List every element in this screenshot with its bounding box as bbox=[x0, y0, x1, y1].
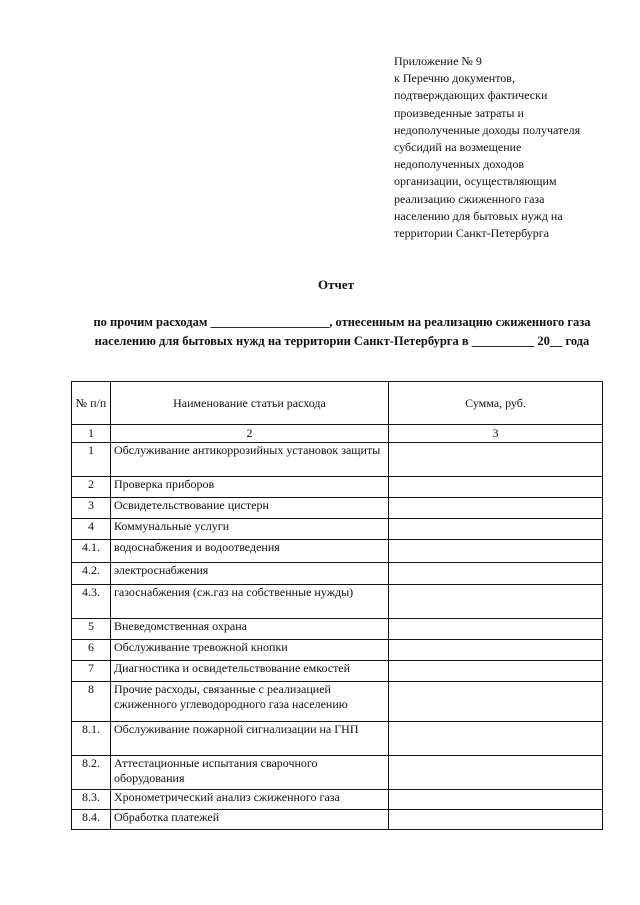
row-sum bbox=[389, 477, 603, 498]
row-name: водоснабжения и водоотведения bbox=[111, 540, 389, 563]
row-sum bbox=[389, 756, 603, 790]
appendix-line: населению для бытовых нужд на bbox=[394, 208, 563, 223]
row-number: 4 bbox=[72, 519, 111, 540]
row-name: Коммунальные услуги bbox=[111, 519, 389, 540]
expense-table bbox=[71, 381, 603, 830]
appendix-line: к Перечню документов, bbox=[394, 71, 515, 86]
row-name: Прочие расходы, связанные с реализацией сжиженного углеводородного газа населению bbox=[111, 682, 389, 722]
table-row bbox=[72, 790, 603, 810]
table-row bbox=[72, 519, 603, 540]
appendix-line: недополученных доходов bbox=[394, 157, 524, 172]
row-number: 6 bbox=[72, 640, 111, 661]
subtitle-line-2: населению для бытовых нужд на территории Санкт-Петербурга в __________ 20__ года bbox=[94, 334, 590, 348]
table-row bbox=[72, 540, 603, 563]
subtitle-line-1: по прочим расходам ___________________, отнесенным на реализацию сжиженного газа bbox=[93, 315, 591, 329]
row-sum bbox=[389, 640, 603, 661]
header-number: № п/п bbox=[72, 382, 111, 425]
row-sum bbox=[389, 563, 603, 585]
row-sum bbox=[389, 722, 603, 756]
row-name: Хронометрический анализ сжиженного газа bbox=[111, 790, 389, 810]
row-name: Диагностика и освидетельствование емкостей bbox=[111, 661, 389, 682]
header-sum: Сумма, руб. bbox=[389, 382, 603, 425]
row-sum bbox=[389, 790, 603, 810]
row-number: 8.1. bbox=[72, 722, 111, 756]
table-header-row bbox=[72, 382, 603, 425]
row-number: 4.2. bbox=[72, 563, 111, 585]
row-number: 5 bbox=[72, 619, 111, 640]
row-sum bbox=[389, 619, 603, 640]
appendix-line: Приложение № 9 bbox=[394, 54, 482, 68]
row-sum bbox=[389, 540, 603, 563]
table-row bbox=[72, 498, 603, 519]
appendix-line: территории Санкт-Петербурга bbox=[394, 226, 550, 241]
row-number: 8 bbox=[72, 682, 111, 722]
row-name: Освидетельствование цистерн bbox=[111, 498, 389, 519]
table-row bbox=[72, 722, 603, 756]
row-sum bbox=[389, 519, 603, 540]
row-number: 8.2. bbox=[72, 756, 111, 790]
appendix-line: произведенные затраты и bbox=[394, 105, 524, 120]
document-subtitle bbox=[62, 313, 622, 351]
appendix-line: реализацию сжиженного газа bbox=[394, 191, 545, 206]
table-row bbox=[72, 756, 603, 790]
row-number: 4.1. bbox=[72, 540, 111, 563]
row-number: 7 bbox=[72, 661, 111, 682]
row-number: 3 bbox=[72, 498, 111, 519]
appendix-line: организации, осуществляющим bbox=[394, 174, 557, 189]
row-name: Проверка приборов bbox=[111, 477, 389, 498]
row-name: Вневедомственная охрана bbox=[111, 619, 389, 640]
appendix-line: подтверждающих фактически bbox=[394, 88, 548, 103]
table-row bbox=[72, 585, 603, 619]
table-row bbox=[72, 682, 603, 722]
index-cell: 1 bbox=[72, 425, 111, 443]
table-row bbox=[72, 443, 603, 477]
row-sum bbox=[389, 810, 603, 830]
header-name: Наименование статьи расхода bbox=[111, 382, 389, 425]
row-name: Обслуживание антикоррозийных установок защиты bbox=[111, 443, 389, 477]
table-row bbox=[72, 661, 603, 682]
index-cell: 2 bbox=[111, 425, 389, 443]
row-number: 1 bbox=[72, 443, 111, 477]
row-name: Обслуживание пожарной сигнализации на ГНП bbox=[111, 722, 389, 756]
row-name: Аттестационные испытания сварочного оборудования bbox=[111, 756, 389, 790]
row-sum bbox=[389, 661, 603, 682]
row-name: Обслуживание тревожной кнопки bbox=[111, 640, 389, 661]
table-row bbox=[72, 477, 603, 498]
row-name: электроснабжения bbox=[111, 563, 389, 585]
row-sum bbox=[389, 682, 603, 722]
index-cell: 3 bbox=[389, 425, 603, 443]
table-row bbox=[72, 563, 603, 585]
document-title: Отчет bbox=[318, 277, 354, 292]
appendix-line: субсидий на возмещение bbox=[394, 140, 522, 155]
row-sum bbox=[389, 443, 603, 477]
row-sum bbox=[389, 498, 603, 519]
table-row bbox=[72, 619, 603, 640]
row-sum bbox=[389, 585, 603, 619]
row-number: 8.3. bbox=[72, 790, 111, 810]
row-number: 2 bbox=[72, 477, 111, 498]
table-row bbox=[72, 810, 603, 830]
row-name: Обработка платежей bbox=[111, 810, 389, 830]
table-index-row bbox=[72, 425, 603, 443]
row-name: газоснабжения (сж.газ на собственные нужды) bbox=[111, 585, 389, 619]
table-row bbox=[72, 640, 603, 661]
appendix-line: недополученные доходы получателя bbox=[394, 122, 581, 137]
row-number: 4.3. bbox=[72, 585, 111, 619]
row-number: 8.4. bbox=[72, 810, 111, 830]
appendix-note bbox=[394, 53, 624, 242]
